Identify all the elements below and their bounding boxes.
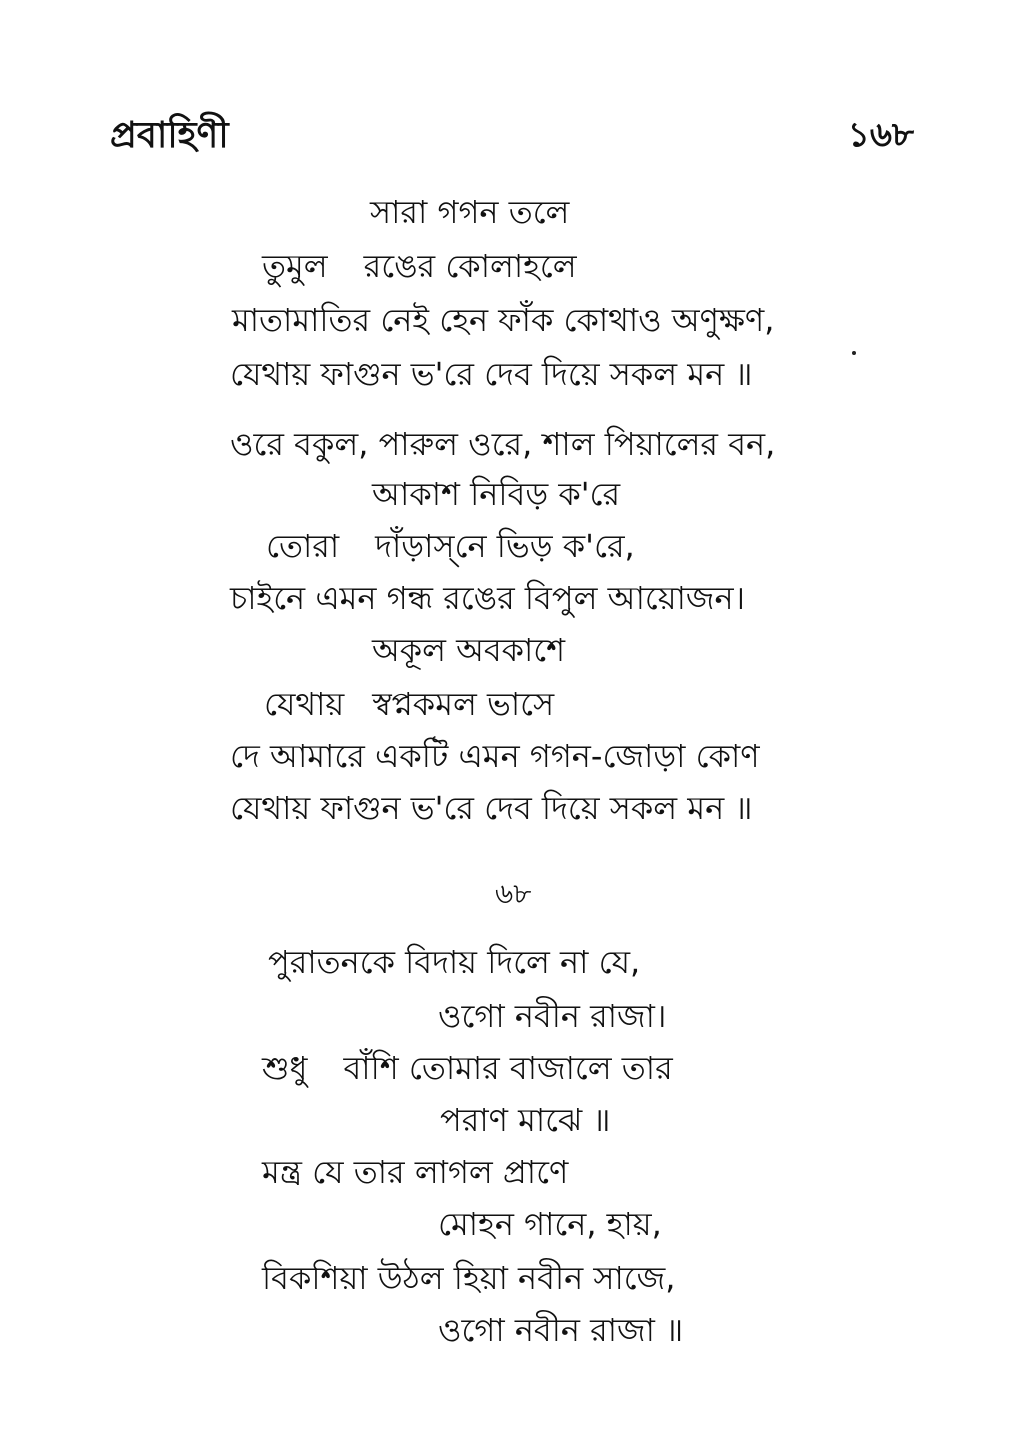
verse-line: যেথায় ফাগুন ভ'রে দেব দিয়ে সকল মন ॥ (230, 789, 753, 827)
verse-line: পরাণ মাঝে ॥ (440, 1101, 611, 1139)
verse-line (262, 1049, 673, 1087)
verse-word: দাঁড়াস্‌নে ভিড় ক'রে, (375, 527, 635, 565)
verse-word: রঙের কোলাহলে (363, 247, 577, 285)
running-header-title: প্রবাহিণী (110, 115, 229, 156)
verse-line: চাইনে এমন গন্ধ রঙের বিপুল আয়োজন। (230, 579, 746, 617)
verse-line: আকাশ নিবিড় ক'রে (372, 475, 621, 513)
verse-line: বিকশিয়া উঠল হিয়া নবীন সাজে, (262, 1259, 676, 1297)
verse-line: দে আমারে একটি এমন গগন-জোড়া কোণ (230, 737, 760, 775)
verse-line: মাতামাতির নেই হেন ফাঁক কোথাও অণুক্ষণ, (232, 301, 775, 339)
verse-line: ওগো নবীন রাজা ॥ (438, 1311, 684, 1349)
verse-line: ওরে বকুল, পারুল ওরে, শাল পিয়ালের বন, (230, 425, 776, 463)
verse-word: তুমুল (262, 247, 328, 285)
verse-word: যেথায় (264, 685, 345, 723)
verse-line: মোহন গানে, হায়, (438, 1205, 662, 1243)
page-number: ১৬৮ (847, 115, 914, 155)
print-speck (852, 351, 856, 355)
verse-line (264, 685, 555, 723)
verse-line: সারা গগন তলে (370, 193, 570, 231)
verse-word: স্বপ্নকমল ভাসে (372, 685, 555, 723)
verse-line: যেথায় ফাগুন ভ'রে দেব দিয়ে সকল মন ॥ (230, 355, 753, 393)
verse-line: পুরাতনকে বিদায় দিলে না যে, (268, 943, 641, 981)
verse-line (266, 527, 635, 565)
verse-word: তোরা (266, 527, 340, 565)
verse-line (262, 247, 577, 285)
verse-word: বাঁশি তোমার বাজালে তার (343, 1049, 673, 1087)
verse-word: শুধু (262, 1049, 308, 1087)
verse-line: অকূল অবকাশে (372, 631, 566, 669)
verse-line: মন্ত্র যে তার লাগল প্রাণে (262, 1153, 569, 1191)
song-number: ৬৮ (495, 877, 532, 910)
verse-line: ওগো নবীন রাজা। (438, 997, 667, 1035)
